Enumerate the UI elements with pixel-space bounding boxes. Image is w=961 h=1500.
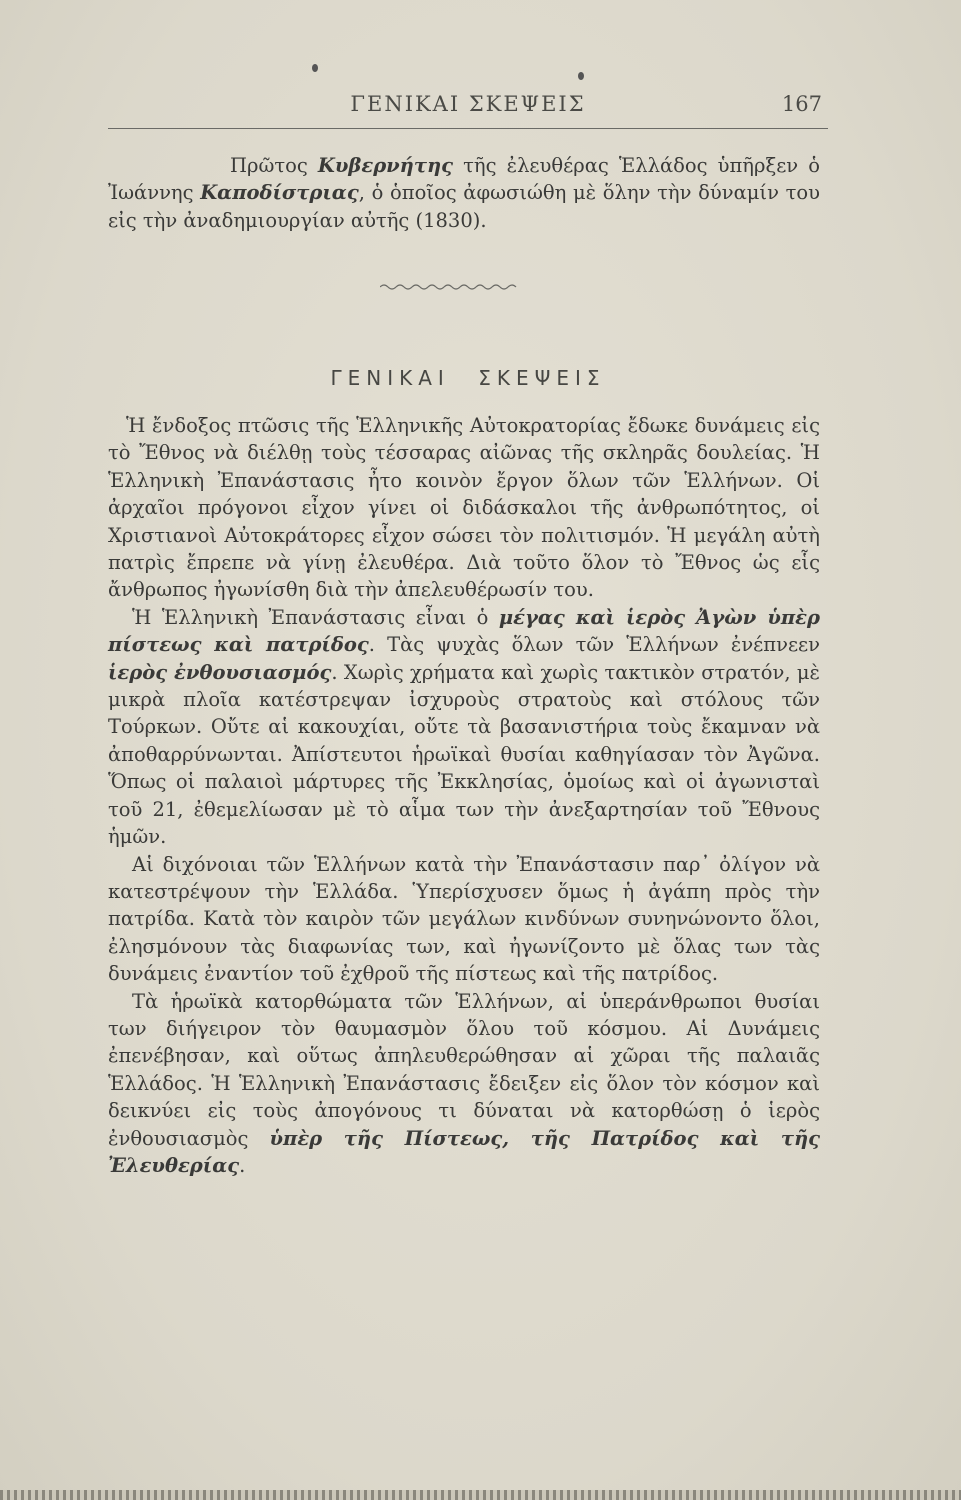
emphasis-kapodistrias: Καποδίστριας [200, 181, 359, 205]
text-run: . Τὰς ψυχὰς ὅλων τῶν Ἑλλήνων ἐνέπνεεν [368, 633, 821, 657]
section-title-word: ΓΕΝΙΚΑΙ [330, 366, 450, 390]
emphasis-sacred-struggle: μέγας καὶ ἱερὸς Ἀγὼν ὑπὲρ πίστεως καὶ πατρίδος [108, 605, 820, 657]
paragraph [108, 988, 820, 1180]
emphasis-enthusiasm: ἱερὸς ἐνθουσιασμός [108, 660, 332, 684]
emphasis-governor: Κυβερνήτης [317, 154, 454, 177]
running-title: ΓΕΝΙΚΑΙ ΣΚΕΨΕΙΣ [350, 92, 586, 116]
main-text [108, 412, 820, 1179]
text-run: , ὁ ὁποῖος ἀφωσιώθη μὲ ὅλην τὴν δύναμίν του εἰς τὴν ἀναδημιουργίαν αὐτῆς (1830). [108, 181, 820, 232]
text-run: Ἡ Ἑλληνικὴ Ἐπανάστασις εἶναι ὁ [132, 605, 499, 629]
wavy-divider [380, 283, 520, 291]
section-title [108, 366, 828, 390]
text-run: . [239, 1153, 246, 1177]
text-run: . Χωρὶς χρήματα καὶ χωρὶς τακτικὸν στρατόν, μὲ μικρὰ πλοῖα κατέστρεψαν ἰσχυροὺς στρατοὺς καὶ στόλους τῶν Τούρκων. Οὔτε αἱ κακουχίαι, οὔτε τὰ βασανιστήρια τοὺς ἔκαμναν νὰ ἀποθαρρύνωνται. Ἀπίστευτοι ἡρωϊκαὶ θυσίαι καθηγίασαν τὸν Ἀγῶνα. Ὅπως οἱ παλαιοὶ μάρτυρες τῆς Ἐκκλησίας, ὁμοίως καὶ οἱ ἀγωνισταὶ τοῦ 21, ἐθεμελίωσαν μὲ τὸ αἷμα των τὴν ἀνεξαρτησίαν τοῦ Ἔθνους ἡμῶν. [108, 660, 820, 849]
section-title-word: ΣΚΕΨΕΙΣ [478, 366, 606, 390]
paragraph: Ἡ ἔνδοξος πτῶσις τῆς Ἑλληνικῆς Αὐτοκρατορίας ἔδωκε δυνάμεις εἰς τὸ Ἔθνος νὰ διέλθῃ τοὺς τέσσαρας αἰῶνας τῆς σκληρᾶς δουλείας. Ἡ Ἑλληνικὴ Ἐπανάστασις ἦτο κοινὸν ἔργον ὅλων τῶν Ἑλλήνων. Οἱ ἀρχαῖοι πρόγονοι εἶχον γίνει οἱ διδάσκαλοι τῆς ἀνθρωπότητος, οἱ Χριστιανοὶ Αὐτοκράτορες εἶχον σώσει τὸν πολιτισμόν. Ἡ μεγάλη αὐτὴ πατρὶς ἔπρεπε νὰ γίνῃ ἐλευθέρα. Διὰ τοῦτο ὅλον τὸ Ἔθνος ὡς εἷς ἄνθρωπος ἠγωνίσθη διὰ τὴν ἀπελευθέρωσίν του. [108, 414, 820, 602]
text-run: Τὰ ἡρωϊκὰ κατορθώματα τῶν Ἑλλήνων, αἱ ὑπεράνθρωποι θυσίαι των διήγειρον τὸν θαυμασμὸν ὅλου τοῦ κόσμου. Αἱ Δυνάμεις ἐπενέβησαν, καὶ οὕτως ἀπηλευθερώθησαν αἱ χῶραι τῆς παλαιᾶς Ἑλλάδος. Ἡ Ἑλληνικὴ Ἐπανάστασις ἔδειξεν εἰς ὅλον τὸν κόσμον καὶ δεικνύει εἰς τοὺς ἀπογόνους τι δύναται νὰ κατορθώσῃ ὁ ἱερὸς ἐνθουσιασμὸς [108, 989, 820, 1150]
ink-speck [312, 64, 318, 72]
page-header [108, 92, 828, 129]
text-run: Πρῶτος [230, 154, 318, 177]
paragraph [108, 604, 820, 851]
page-bottom-edge [0, 1490, 961, 1500]
intro-text [108, 152, 820, 234]
text-run: τῆς ἐλευθέρας Ἑλλάδος ὑπῆρξεν ὁ Ἰωάννης [108, 154, 820, 205]
paragraph: Αἱ διχόνοιαι τῶν Ἑλλήνων κατὰ τὴν Ἐπανάστασιν παρ᾽ ὀλίγον νὰ κατεστρέψουν τὴν Ἑλλάδα. Ὑπερίσχυσεν ὅμως ἡ ἀγάπη πρὸς τὴν πατρίδα. Κατὰ τὸν καιρὸν τῶν μεγάλων κινδύνων συνηνώνοντο ὅλοι, ἐλησμόνουν τὰς διαφωνίας των, καὶ ἠγωνίζοντο μὲ ὅλας των τὰς δυνάμεις ἐναντίον τοῦ ἐχθροῦ τῆς πίστεως καὶ τῆς πατρίδος. [108, 852, 820, 986]
page-number: 167 [781, 92, 822, 116]
intro-paragraph [108, 152, 820, 234]
emphasis-faith-fatherland-freedom: ὑπὲρ τῆς Πίστεως, τῆς Πατρίδος καὶ τῆς Ἐλευθερίας [108, 1126, 821, 1177]
ink-speck [578, 72, 584, 80]
